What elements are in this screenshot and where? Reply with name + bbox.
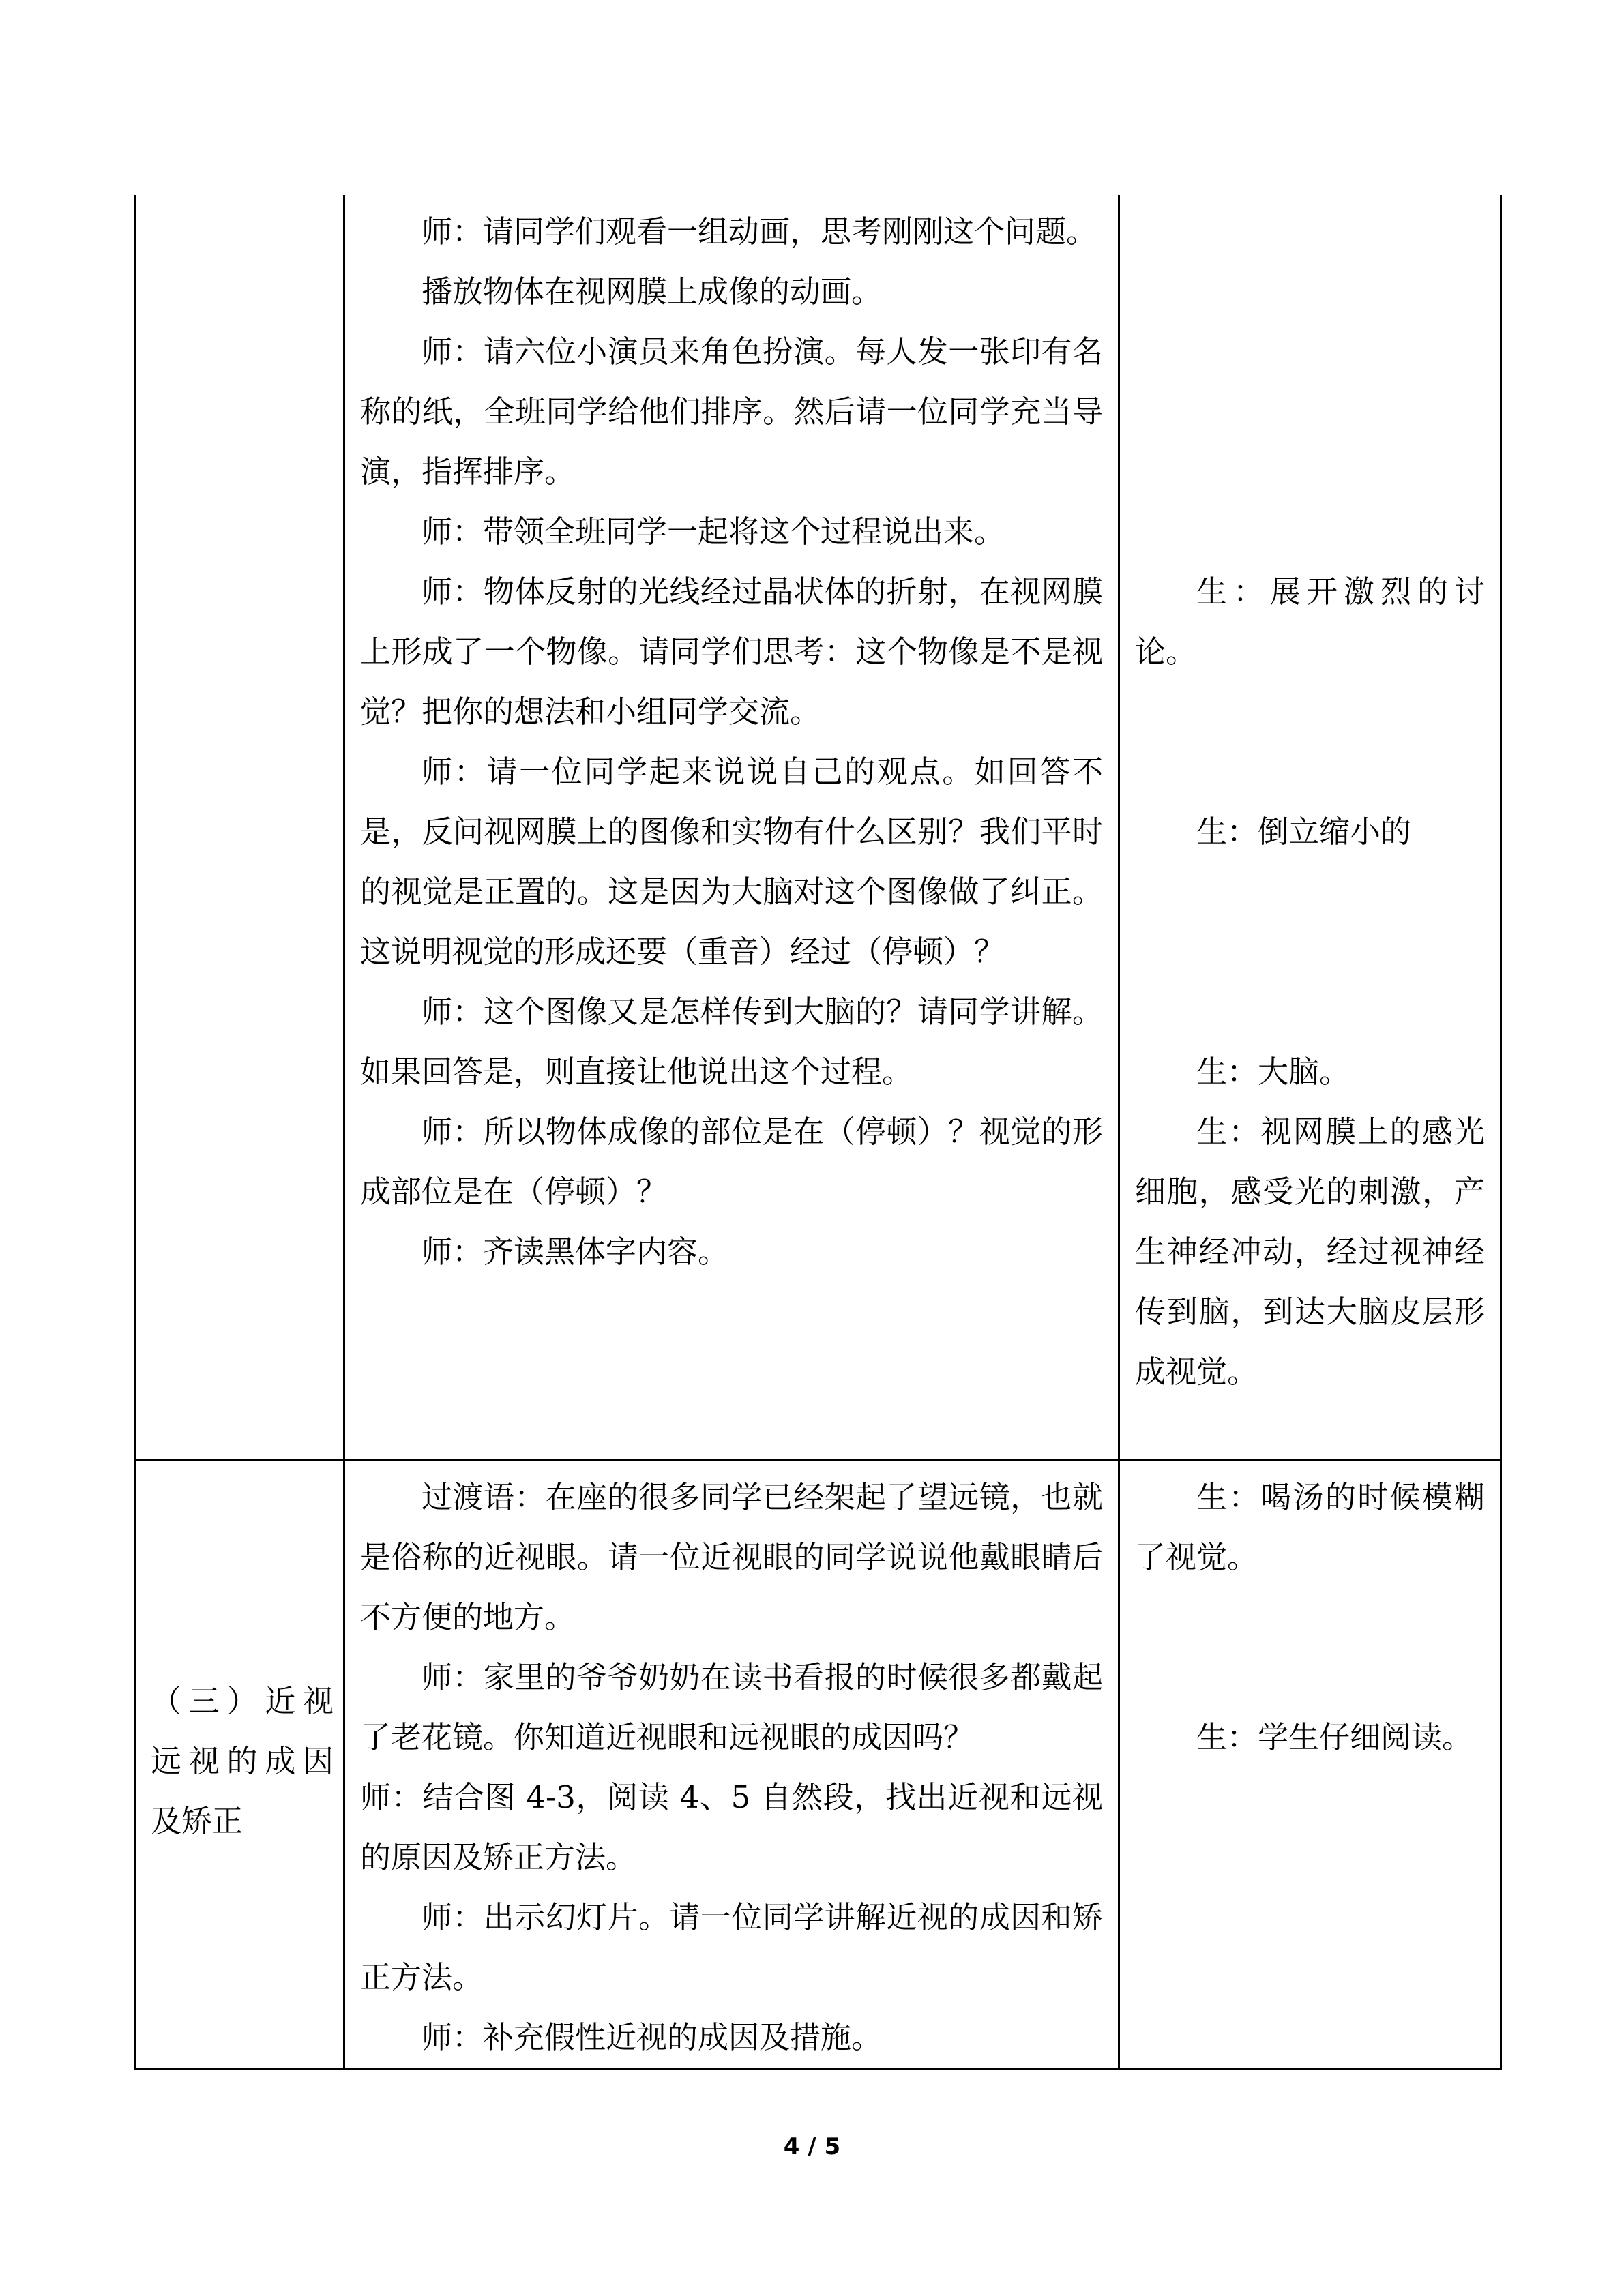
teacher-paragraph: 师：齐读黑体字内容。 bbox=[422, 1234, 729, 1270]
student-paragraph: 生：展开激烈的讨论。 bbox=[1135, 573, 1485, 670]
table-row bbox=[135, 195, 1501, 1460]
table-row bbox=[135, 1460, 1501, 2069]
student-paragraph: 生：大脑。 bbox=[1196, 1054, 1350, 1090]
teacher-paragraph: 师：请六位小演员来角色扮演。每人发一张印有名称的纸，全班同学给他们排序。然后请一位同学充当导演，指挥排序。 bbox=[360, 333, 1103, 490]
student-paragraph: 生：视网膜上的感光细胞，感受光的刺激，产生神经冲动，经过视神经传到脑，到达大脑皮层形成视觉。 bbox=[1135, 1114, 1485, 1390]
teacher-paragraph: 师：带领全班同学一起将这个过程说出来。 bbox=[422, 513, 1005, 550]
teacher-activity-cell bbox=[344, 195, 1119, 1460]
teacher-paragraph: 师：结合图 4-3，阅读 4、5 自然段，找出近视和远视的原因及矫正方法。 bbox=[360, 1779, 1103, 1875]
teacher-paragraph: 播放物体在视网膜上成像的动画。 bbox=[422, 273, 883, 310]
teacher-paragraph: 过渡语：在座的很多同学已经架起了望远镜，也就是俗称的近视眼。请一位近视眼的同学说说他戴眼睛后不方便的地方。 bbox=[360, 1479, 1103, 1635]
stage-label: （三）近视远视的成因及矫正 bbox=[151, 1682, 334, 1839]
teacher-paragraph: 师：家里的爷爷奶奶在读书看报的时候很多都戴起了老花镜。你知道近视眼和远视眼的成因吗？ bbox=[360, 1659, 1103, 1755]
student-paragraph: 生：倒立缩小的 bbox=[1196, 814, 1412, 850]
teacher-paragraph: 师：请同学们观看一组动画，思考刚刚这个问题。 bbox=[422, 213, 1097, 250]
student-activity-cell bbox=[1119, 1460, 1501, 2069]
teacher-paragraph: 师：物体反射的光线经过晶状体的折射，在视网膜上形成了一个物像。请同学们思考：这个物像是不是视觉？把你的想法和小组同学交流。 bbox=[360, 573, 1103, 730]
student-activity-cell bbox=[1119, 195, 1501, 1460]
student-paragraph: 生：喝汤的时候模糊了视觉。 bbox=[1135, 1479, 1485, 1575]
teacher-paragraph: 师：这个图像又是怎样传到大脑的？请同学讲解。如果回答是，则直接让他说出这个过程。 bbox=[360, 994, 1103, 1090]
teacher-activity-cell bbox=[344, 1460, 1119, 2069]
teacher-paragraph: 师：补充假性近视的成因及措施。 bbox=[422, 2019, 883, 2055]
student-paragraph: 生：学生仔细阅读。 bbox=[1196, 1719, 1473, 1755]
teacher-paragraph: 师：出示幻灯片。请一位同学讲解近视的成因和矫正方法。 bbox=[360, 1899, 1103, 1995]
stage-cell bbox=[135, 1460, 344, 2069]
teacher-paragraph: 师：请一位同学起来说说自己的观点。如回答不是，反问视网膜上的图像和实物有什么区别？我们平时的视觉是正置的。这是因为大脑对这个图像做了纠正。这说明视觉的形成还要（重音）经过（停顿）？ bbox=[360, 754, 1103, 970]
page-number: 4 / 5 bbox=[783, 2133, 841, 2160]
teacher-paragraph: 师：所以物体成像的部位是在（停顿）？视觉的形成部位是在（停顿）？ bbox=[360, 1114, 1103, 1210]
stage-cell bbox=[135, 195, 344, 1460]
lesson-plan-table bbox=[134, 195, 1502, 2070]
